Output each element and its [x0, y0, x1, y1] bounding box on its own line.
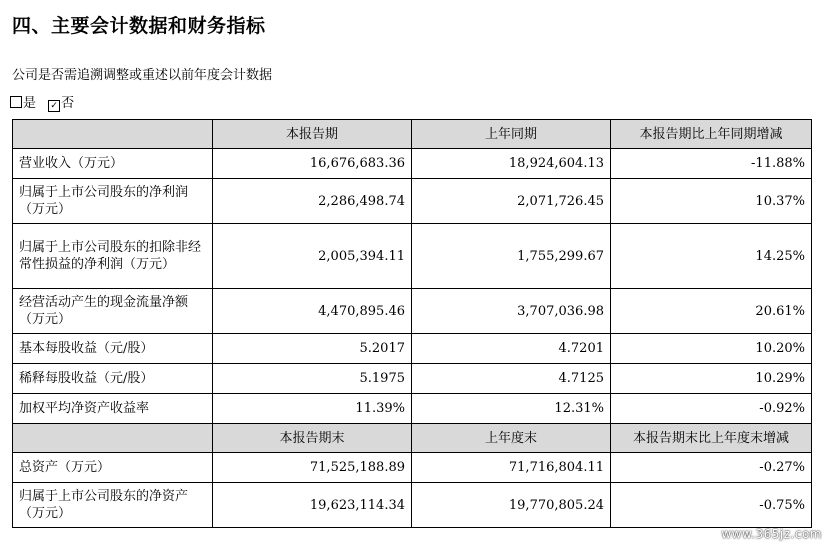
header-cell: 上年同期 — [412, 120, 611, 149]
prior-value: 19,770,805.24 — [412, 483, 611, 528]
row-label: 总资产（万元） — [13, 453, 213, 483]
prior-value: 4.7201 — [412, 334, 611, 364]
table-row — [13, 149, 812, 179]
row-label: 基本每股收益（元/股） — [13, 334, 213, 364]
prior-value: 71,716,804.11 — [412, 453, 611, 483]
restatement-question: 公司是否需追溯调整或重述以前年度会计数据 — [12, 68, 273, 83]
current-value: 71,525,188.89 — [213, 453, 412, 483]
prior-value: 18,924,604.13 — [412, 149, 611, 179]
change-value: 20.61% — [611, 289, 812, 334]
current-value: 4,470,895.46 — [213, 289, 412, 334]
header-cell: 本报告期末比上年度末增减 — [611, 424, 812, 453]
change-value: -0.27% — [611, 453, 812, 483]
prior-value: 2,071,726.45 — [412, 179, 611, 224]
change-value: 10.20% — [611, 334, 812, 364]
table-header-row — [13, 424, 812, 453]
row-label: 归属于上市公司股东的净利润（万元） — [13, 179, 213, 224]
header-cell: 本报告期末 — [213, 424, 412, 453]
header-cell: 本报告期比上年同期增减 — [611, 120, 812, 149]
option-no — [48, 96, 74, 111]
section-heading: 四、主要会计数据和财务指标 — [12, 15, 266, 37]
option-yes-label: 是 — [23, 96, 37, 111]
change-value: -11.88% — [611, 149, 812, 179]
current-value: 19,623,114.34 — [213, 483, 412, 528]
current-value: 5.2017 — [213, 334, 412, 364]
prior-value: 1,755,299.67 — [412, 224, 611, 289]
financial-indicators-table — [12, 119, 812, 528]
current-value: 11.39% — [213, 394, 412, 424]
row-label: 稀释每股收益（元/股） — [13, 364, 213, 394]
table-row — [13, 394, 812, 424]
watermark: www.365jz.com — [721, 527, 822, 541]
option-no-label: 否 — [61, 96, 75, 111]
header-cell: 上年度末 — [412, 424, 611, 453]
table-row — [13, 334, 812, 364]
table-header-row — [13, 120, 812, 149]
table-row — [13, 364, 812, 394]
table-row — [13, 483, 812, 528]
current-value: 5.1975 — [213, 364, 412, 394]
change-value: 10.37% — [611, 179, 812, 224]
table-row — [13, 453, 812, 483]
table-row — [13, 179, 812, 224]
row-label: 归属于上市公司股东的扣除非经常性损益的净利润（万元） — [13, 224, 213, 289]
restatement-options — [10, 92, 82, 112]
header-cell — [13, 120, 213, 149]
checkbox-no-checked-icon: ✓ — [48, 100, 60, 112]
current-value: 2,286,498.74 — [213, 179, 412, 224]
header-cell — [13, 424, 213, 453]
change-value: -0.92% — [611, 394, 812, 424]
prior-value: 12.31% — [412, 394, 611, 424]
change-value: 14.25% — [611, 224, 812, 289]
current-value: 16,676,683.36 — [213, 149, 412, 179]
prior-value: 4.7125 — [412, 364, 611, 394]
header-cell: 本报告期 — [213, 120, 412, 149]
row-label: 营业收入（万元） — [13, 149, 213, 179]
row-label: 归属于上市公司股东的净资产（万元） — [13, 483, 213, 528]
current-value: 2,005,394.11 — [213, 224, 412, 289]
checkbox-yes-icon — [10, 96, 22, 108]
option-yes — [10, 96, 40, 111]
change-value: 10.29% — [611, 364, 812, 394]
table-row — [13, 224, 812, 289]
row-label: 经营活动产生的现金流量净额（万元） — [13, 289, 213, 334]
row-label: 加权平均净资产收益率 — [13, 394, 213, 424]
table-row — [13, 289, 812, 334]
prior-value: 3,707,036.98 — [412, 289, 611, 334]
change-value: -0.75% — [611, 483, 812, 528]
